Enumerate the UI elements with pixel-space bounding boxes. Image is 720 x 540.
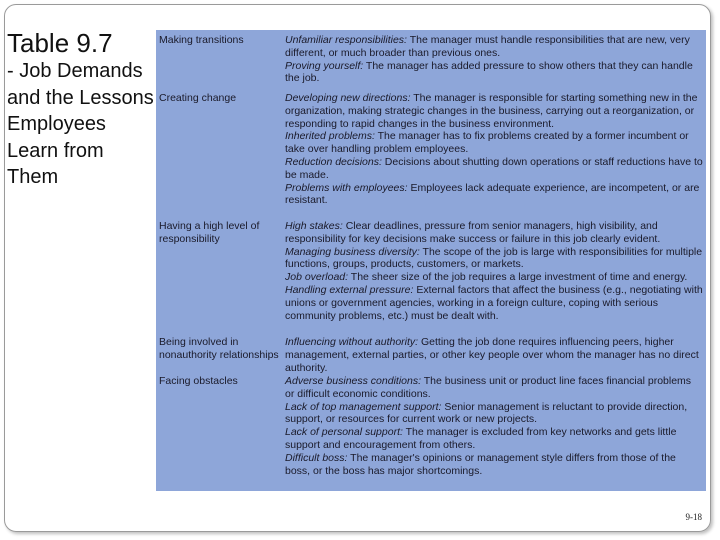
lesson-item bbox=[285, 156, 703, 182]
lesson-item bbox=[285, 452, 703, 478]
lesson-text: The manager must handle responsibilities that are new, very different, or much broader than previous ones. bbox=[285, 34, 690, 59]
demand-cell: Facing obstacles bbox=[159, 375, 238, 387]
job-demands-table bbox=[156, 30, 706, 491]
lesson-text: Clear deadlines, pressure from senior managers, high visibility, and responsibility for key decisions make success or failure in this job clearly evident. bbox=[285, 220, 661, 245]
lesson-item bbox=[285, 401, 703, 427]
lesson-text: The manager has to fix problems created by a former incumbent or take over handling problem employees. bbox=[285, 130, 689, 156]
lesson-item bbox=[285, 182, 703, 208]
demand-cell: Being involved in nonauthority relationships bbox=[159, 336, 279, 361]
lesson-text: Getting the job done requires influencing peers, higher management, external parties, or other key people over whom the manager has no direct authority. bbox=[285, 336, 699, 374]
lesson-text: External factors that affect the business (e.g., negotiating with unions or government agencies, working in a foreign culture, coping with serious community problems, etc.) must be dealt with. bbox=[285, 283, 703, 322]
lessons-cell bbox=[285, 92, 703, 207]
lesson-item bbox=[285, 271, 703, 284]
lesson-item bbox=[285, 60, 703, 86]
lessons-cell bbox=[285, 220, 703, 322]
lesson-item bbox=[285, 34, 703, 60]
lessons-cell bbox=[285, 375, 703, 477]
lesson-item bbox=[285, 92, 703, 130]
lesson-text: The manager's opinions or management style differs from those of the boss, or the boss has major shortcomings. bbox=[285, 451, 676, 477]
lesson-term: Lack of personal support: bbox=[285, 426, 403, 439]
lesson-text: The scope of the job is large with responsibilities for multiple functions, groups, products, customers, or markets. bbox=[285, 245, 703, 271]
lesson-item bbox=[285, 375, 703, 401]
demand-cell: Creating change bbox=[159, 92, 237, 104]
lesson-text: The business unit or product line faces financial problems or difficult economic conditions. bbox=[285, 375, 692, 400]
lesson-term: Handling external pressure: bbox=[285, 283, 414, 296]
lesson-text: Employees lack adequate experience, are incompetent, or are resistant. bbox=[285, 181, 700, 207]
lessons-cell bbox=[285, 34, 703, 85]
lesson-item bbox=[285, 220, 703, 246]
lesson-term: Adverse business conditions: bbox=[285, 375, 421, 387]
lesson-term: Managing business diversity: bbox=[285, 245, 420, 258]
lesson-term: Reduction decisions: bbox=[285, 155, 382, 168]
slide-subtitle: - Job Demands and the Lessons Employees Learn from Them bbox=[7, 60, 154, 188]
slide-title-block bbox=[7, 28, 155, 191]
demand-cell: Making transitions bbox=[159, 34, 244, 46]
lesson-text: The manager is responsible for starting something new in the organization, making strategic changes in the business, carrying out a reorganization, or responding to rapid changes in the business environment. bbox=[285, 92, 698, 130]
lesson-item bbox=[285, 246, 703, 272]
lesson-term: Job overload: bbox=[285, 271, 349, 284]
lesson-term: Difficult boss: bbox=[285, 451, 348, 464]
lesson-item bbox=[285, 130, 703, 156]
lesson-text: The manager is excluded from key networks and gets little support and encouragement from others. bbox=[285, 426, 677, 451]
lesson-item bbox=[285, 336, 703, 374]
lesson-term: Problems with employees: bbox=[285, 181, 408, 194]
lesson-text: The sheer size of the job requires a large investment of time and energy. bbox=[348, 271, 688, 284]
lesson-term: Proving yourself: bbox=[285, 59, 364, 72]
lesson-text: The manager has added pressure to show others that they can handle the job. bbox=[285, 59, 693, 85]
lesson-term: Influencing without authority: bbox=[285, 336, 419, 348]
lesson-term: Unfamiliar responsibilities: bbox=[285, 34, 407, 46]
lesson-text: Decisions about shutting down operations or staff reductions have to be made. bbox=[285, 155, 703, 181]
lesson-term: High stakes: bbox=[285, 220, 343, 232]
lessons-cell bbox=[285, 336, 703, 374]
lesson-text: Senior management is reluctant to provide direction, support, or resources for current work or new projects. bbox=[285, 400, 688, 426]
demand-cell: Having a high level of responsibility bbox=[159, 220, 260, 245]
lesson-term: Lack of top management support: bbox=[285, 400, 442, 413]
lesson-term: Inherited problems: bbox=[285, 130, 375, 143]
slide-title: Table 9.7 bbox=[7, 28, 113, 58]
lesson-term: Developing new directions: bbox=[285, 92, 411, 104]
lesson-item bbox=[285, 284, 703, 322]
page-number: 9-18 bbox=[685, 512, 702, 522]
lesson-item bbox=[285, 426, 703, 452]
